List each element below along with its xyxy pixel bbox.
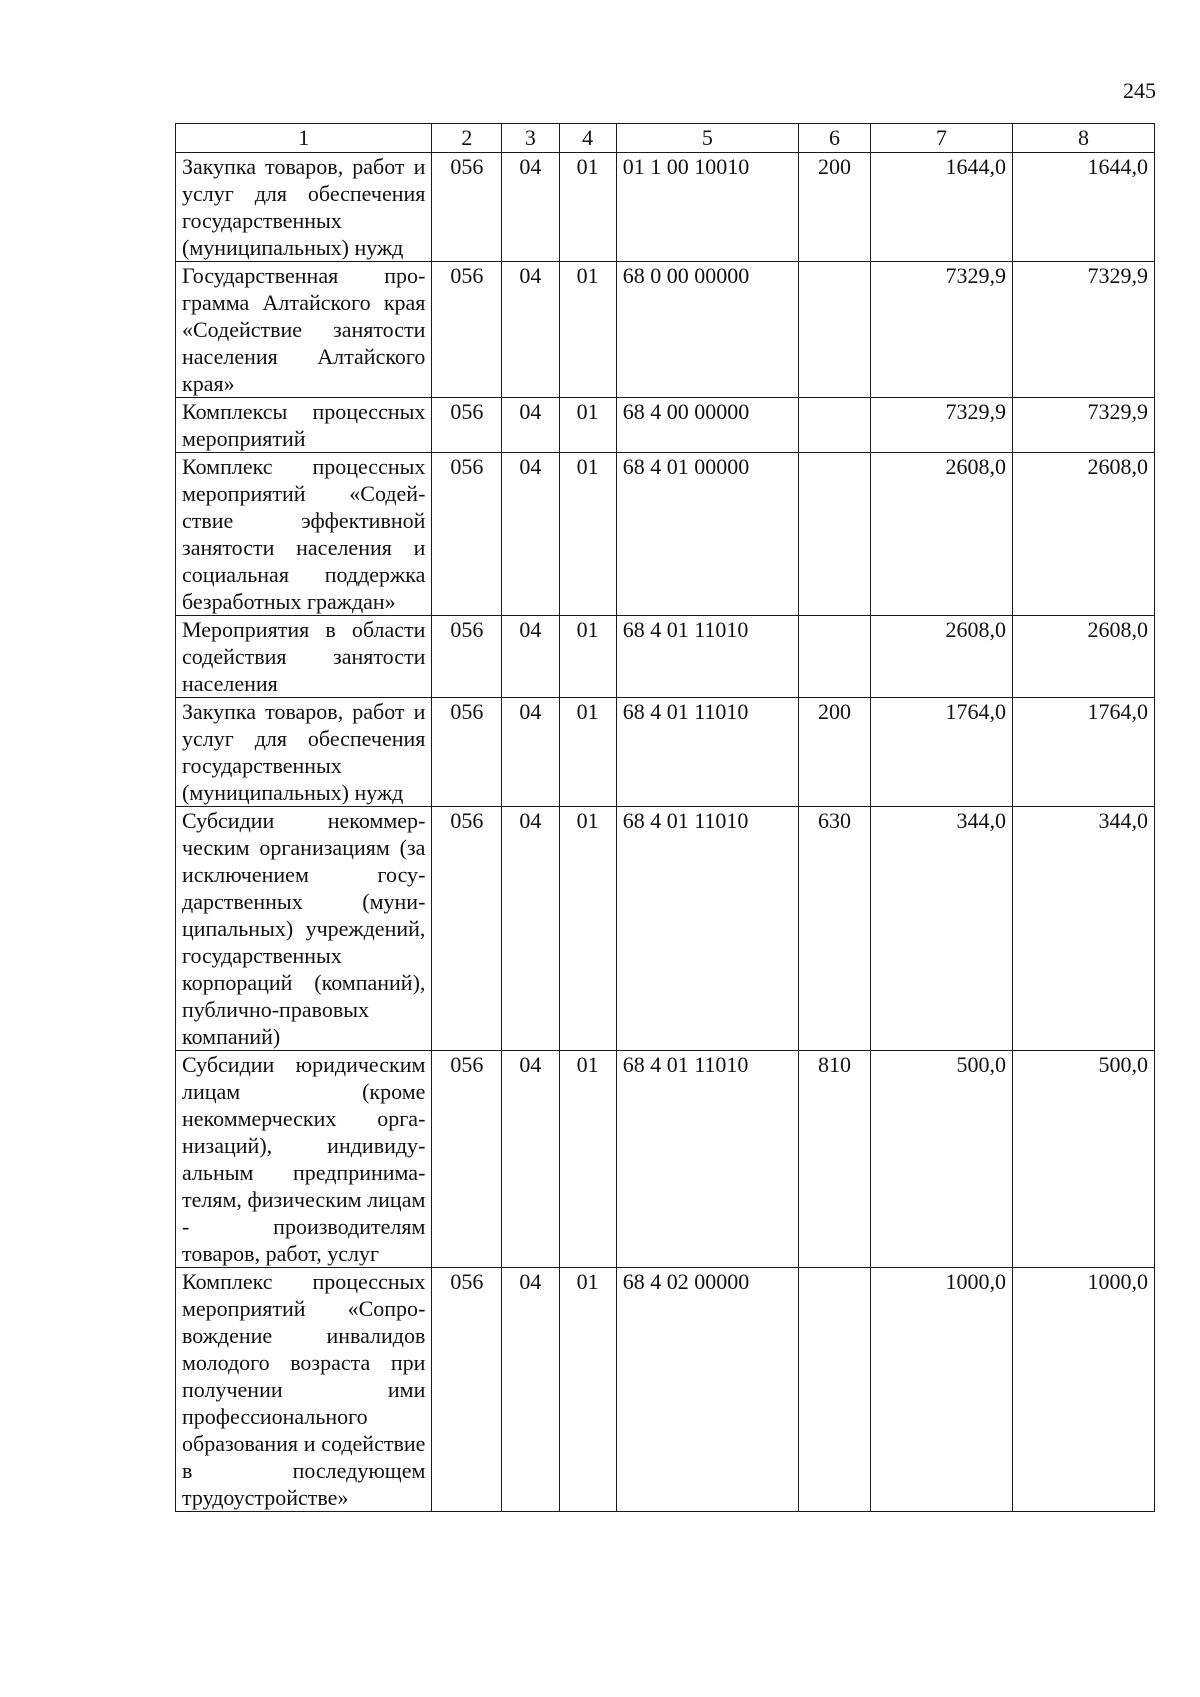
table-row bbox=[176, 1051, 1155, 1268]
table-row bbox=[176, 698, 1155, 807]
subsection-code-cell: 01 bbox=[559, 1268, 616, 1512]
target-article-cell: 68 0 00 00000 bbox=[616, 262, 798, 398]
expense-type-cell bbox=[798, 1268, 870, 1512]
amount-col8-cell: 7329,9 bbox=[1012, 398, 1154, 453]
amount-col7-cell: 500,0 bbox=[871, 1051, 1013, 1268]
target-article-cell: 68 4 01 11010 bbox=[616, 616, 798, 698]
section-code-cell: 04 bbox=[502, 698, 559, 807]
row-name-cell: Государственная программа Алтайского края «Содействие занятости населения Алтайского края» bbox=[176, 262, 432, 398]
expense-type-cell: 200 bbox=[798, 153, 870, 262]
department-code-cell: 056 bbox=[432, 398, 502, 453]
section-code-cell: 04 bbox=[502, 807, 559, 1051]
column-header-5: 5 bbox=[616, 124, 798, 153]
subsection-code-cell: 01 bbox=[559, 453, 616, 616]
amount-col8-cell: 2608,0 bbox=[1012, 453, 1154, 616]
subsection-code-cell: 01 bbox=[559, 1051, 616, 1268]
section-code-cell: 04 bbox=[502, 1268, 559, 1512]
section-code-cell: 04 bbox=[502, 262, 559, 398]
column-header-8: 8 bbox=[1012, 124, 1154, 153]
budget-table bbox=[175, 123, 1155, 1512]
department-code-cell: 056 bbox=[432, 1268, 502, 1512]
department-code-cell: 056 bbox=[432, 616, 502, 698]
section-code-cell: 04 bbox=[502, 616, 559, 698]
column-header-7: 7 bbox=[871, 124, 1013, 153]
target-article-cell: 68 4 01 00000 bbox=[616, 453, 798, 616]
department-code-cell: 056 bbox=[432, 698, 502, 807]
column-header-4: 4 bbox=[559, 124, 616, 153]
column-header-2: 2 bbox=[432, 124, 502, 153]
column-header-1: 1 bbox=[176, 124, 432, 153]
row-name-cell: Субсидии некоммерческим организациям (за исключением государственных (муниципальных) учреждений, государственных корпораций (компаний), публично-правовых компаний) bbox=[176, 807, 432, 1051]
expense-type-cell bbox=[798, 262, 870, 398]
section-code-cell: 04 bbox=[502, 453, 559, 616]
amount-col7-cell: 7329,9 bbox=[871, 398, 1013, 453]
target-article-cell: 68 4 01 11010 bbox=[616, 807, 798, 1051]
page-number: 245 bbox=[1123, 78, 1156, 103]
expense-type-cell bbox=[798, 616, 870, 698]
amount-col8-cell: 1000,0 bbox=[1012, 1268, 1154, 1512]
column-header-3: 3 bbox=[502, 124, 559, 153]
amount-col8-cell: 7329,9 bbox=[1012, 262, 1154, 398]
subsection-code-cell: 01 bbox=[559, 807, 616, 1051]
expense-type-cell bbox=[798, 453, 870, 616]
table-row bbox=[176, 616, 1155, 698]
target-article-cell: 68 4 02 00000 bbox=[616, 1268, 798, 1512]
table-row bbox=[176, 262, 1155, 398]
subsection-code-cell: 01 bbox=[559, 698, 616, 807]
subsection-code-cell: 01 bbox=[559, 616, 616, 698]
row-name-cell: Комплекс процессных мероприятий «Сопровождение инвалидов молодого возраста при получении ими профессионального образования и содействие в последующем трудоустройстве» bbox=[176, 1268, 432, 1512]
amount-col8-cell: 1764,0 bbox=[1012, 698, 1154, 807]
amount-col8-cell: 500,0 bbox=[1012, 1051, 1154, 1268]
amount-col7-cell: 2608,0 bbox=[871, 453, 1013, 616]
amount-col7-cell: 1000,0 bbox=[871, 1268, 1013, 1512]
row-name-cell: Комплексы процессных мероприятий bbox=[176, 398, 432, 453]
target-article-cell: 68 4 01 11010 bbox=[616, 698, 798, 807]
target-article-cell: 68 4 01 11010 bbox=[616, 1051, 798, 1268]
amount-col7-cell: 2608,0 bbox=[871, 616, 1013, 698]
subsection-code-cell: 01 bbox=[559, 262, 616, 398]
table-row bbox=[176, 398, 1155, 453]
column-header-6: 6 bbox=[798, 124, 870, 153]
amount-col7-cell: 1644,0 bbox=[871, 153, 1013, 262]
row-name-cell: Закупка товаров, работ и услуг для обеспечения государственных (муниципальных) нужд bbox=[176, 153, 432, 262]
section-code-cell: 04 bbox=[502, 153, 559, 262]
row-name-cell: Комплекс процессных мероприятий «Содействие эффективной занятости населения и социальная поддержка безработных граждан» bbox=[176, 453, 432, 616]
subsection-code-cell: 01 bbox=[559, 153, 616, 262]
amount-col8-cell: 344,0 bbox=[1012, 807, 1154, 1051]
target-article-cell: 01 1 00 10010 bbox=[616, 153, 798, 262]
amount-col8-cell: 1644,0 bbox=[1012, 153, 1154, 262]
expense-type-cell: 810 bbox=[798, 1051, 870, 1268]
department-code-cell: 056 bbox=[432, 453, 502, 616]
table-row bbox=[176, 1268, 1155, 1512]
subsection-code-cell: 01 bbox=[559, 398, 616, 453]
header-row bbox=[176, 124, 1155, 153]
amount-col7-cell: 1764,0 bbox=[871, 698, 1013, 807]
department-code-cell: 056 bbox=[432, 262, 502, 398]
amount-col8-cell: 2608,0 bbox=[1012, 616, 1154, 698]
table-row bbox=[176, 453, 1155, 616]
row-name-cell: Закупка товаров, работ и услуг для обеспечения государственных (муниципальных) нужд bbox=[176, 698, 432, 807]
section-code-cell: 04 bbox=[502, 398, 559, 453]
table-header bbox=[176, 124, 1155, 153]
department-code-cell: 056 bbox=[432, 1051, 502, 1268]
section-code-cell: 04 bbox=[502, 1051, 559, 1268]
department-code-cell: 056 bbox=[432, 807, 502, 1051]
expense-type-cell bbox=[798, 398, 870, 453]
row-name-cell: Субсидии юридическим лицам (кроме некоммерческих организаций), индивидуальным предпринимателям, физическим лицам - производителям товаров, работ, услуг bbox=[176, 1051, 432, 1268]
expense-type-cell: 630 bbox=[798, 807, 870, 1051]
amount-col7-cell: 344,0 bbox=[871, 807, 1013, 1051]
table-body bbox=[176, 153, 1155, 1512]
table-row bbox=[176, 807, 1155, 1051]
row-name-cell: Мероприятия в области содействия занятости населения bbox=[176, 616, 432, 698]
table-row bbox=[176, 153, 1155, 262]
expense-type-cell: 200 bbox=[798, 698, 870, 807]
department-code-cell: 056 bbox=[432, 153, 502, 262]
amount-col7-cell: 7329,9 bbox=[871, 262, 1013, 398]
target-article-cell: 68 4 00 00000 bbox=[616, 398, 798, 453]
